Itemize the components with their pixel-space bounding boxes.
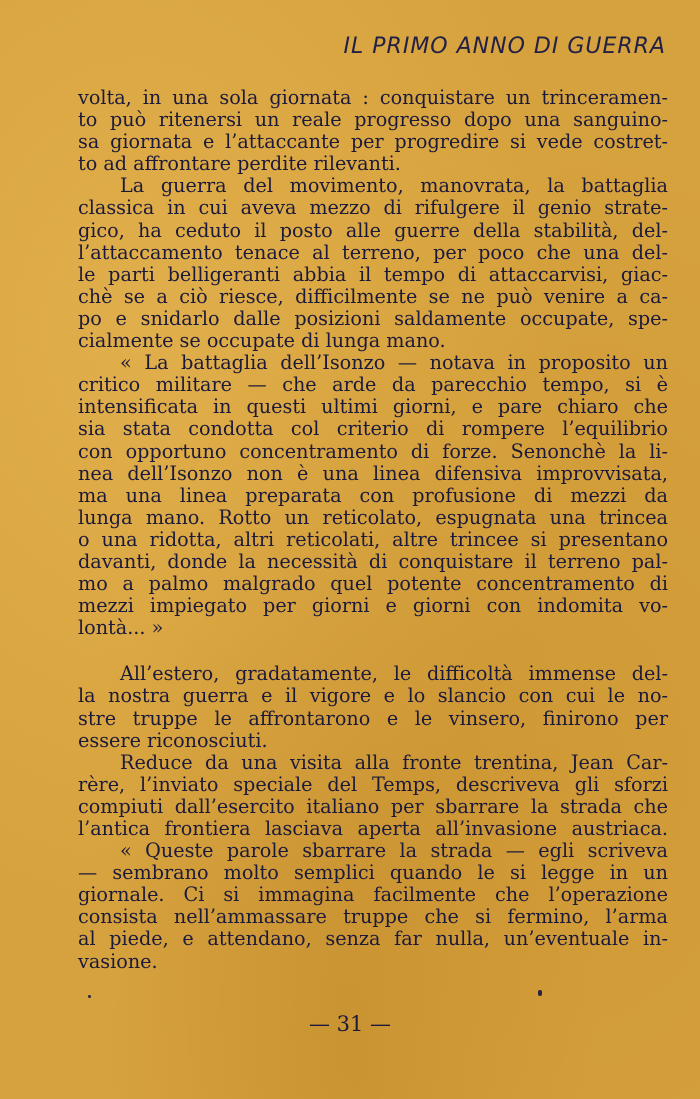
text-line: rère, l’inviato speciale del Temps, descriveva gli sforzi xyxy=(78,772,668,796)
text-line: cialmente se occupate di lunga mano. xyxy=(78,329,446,353)
text-line: essere riconosciuti. xyxy=(78,728,268,752)
text-line: sa giornata e l’attaccante per progredire si vede costret- xyxy=(78,130,668,154)
text-line: davanti, donde la necessità di conquistare il terreno pal- xyxy=(78,549,668,573)
text-line: « La battaglia dell’Isonzo — notava in proposito un xyxy=(120,351,668,375)
ink-speck xyxy=(538,990,542,996)
text-line: nea dell’Isonzo non è una linea difensiva improvvisata, xyxy=(78,461,668,485)
text-line: ma una linea preparata con profusione di mezzi da xyxy=(78,483,668,507)
text-line: La guerra del movimento, manovrata, la battaglia xyxy=(120,174,668,198)
text-line: le parti belligeranti abbia il tempo di attaccarvisi, giac- xyxy=(78,262,668,286)
running-head: IL PRIMO ANNO DI GUERRA xyxy=(343,34,666,59)
text-line: Reduce da una visita alla fronte trentina, Jean Car- xyxy=(120,750,668,774)
text-line: mo a palmo malgrado quel potente concentramento di xyxy=(78,572,668,596)
text-line: l’antica frontiera lasciava aperta all’invasione austriaca. xyxy=(78,817,668,840)
text-line: « Queste parole sbarrare la strada — egli scriveva xyxy=(120,839,668,863)
text-line: to può ritenersi un reale progresso dopo una sanguino- xyxy=(78,108,668,132)
text-line: All’estero, gradatamente, le difficoltà immense del- xyxy=(120,662,668,686)
text-line: l’attaccamento tenace al terreno, per poco che una del- xyxy=(78,240,668,264)
page-number: — 31 — xyxy=(308,1012,392,1036)
text-line: po e snidarlo dalle posizioni saldamente occupate, spe- xyxy=(78,306,668,330)
text-line: o una ridotta, altri reticolati, altre trincee si presentano xyxy=(78,527,668,551)
text-line: lunga mano. Rotto un reticolato, espugnata una trincea xyxy=(78,505,668,529)
text-line: sia stata condotta col criterio di rompere l’equilibrio xyxy=(78,417,668,441)
text-line: con opportuno concentramento di forze. Senonchè la li- xyxy=(78,439,668,463)
text-line: volta, in una sola giornata : conquistare un trinceramen- xyxy=(78,86,668,109)
text-line: giornale. Ci si immagina facilmente che l’operazione xyxy=(78,883,668,907)
text-line: — sembrano molto semplici quando le si legge in un xyxy=(78,861,668,885)
text-line: mezzi impiegato per giorni e giorni con indomita vo- xyxy=(78,594,668,618)
text-line: chè se a ciò riesce, difficilmente se ne può venire a ca- xyxy=(78,284,668,308)
ink-speck xyxy=(88,995,91,998)
text-line: classica in cui aveva mezzo di rifulgere il genio strate- xyxy=(78,196,668,220)
text-line: vasione. xyxy=(78,949,158,973)
text-line: consista nell’ammassare truppe che si fermino, l’arma xyxy=(78,905,668,929)
text-line: al piede, e attendano, senza far nulla, un’eventuale in- xyxy=(78,927,668,951)
text-line: lontà... » xyxy=(78,616,164,640)
text-line: stre truppe le affrontarono e le vinsero, finirono per xyxy=(78,706,668,730)
text-line: compiuti dall’esercito italiano per sbarrare la strada che xyxy=(78,794,668,818)
body-text xyxy=(78,87,668,973)
text-line: gico, ha ceduto il posto alle guerre della stabilità, del- xyxy=(78,218,668,242)
text-line: to ad affrontare perdite rilevanti. xyxy=(78,152,401,176)
text-line: critico militare — che arde da parecchio tempo, si è xyxy=(78,373,668,397)
text-line: la nostra guerra e il vigore e lo slancio con cui le no- xyxy=(78,684,668,708)
text-line: intensificata in questi ultimi giorni, e pare chiaro che xyxy=(78,395,668,419)
paragraph-gap xyxy=(78,639,668,663)
